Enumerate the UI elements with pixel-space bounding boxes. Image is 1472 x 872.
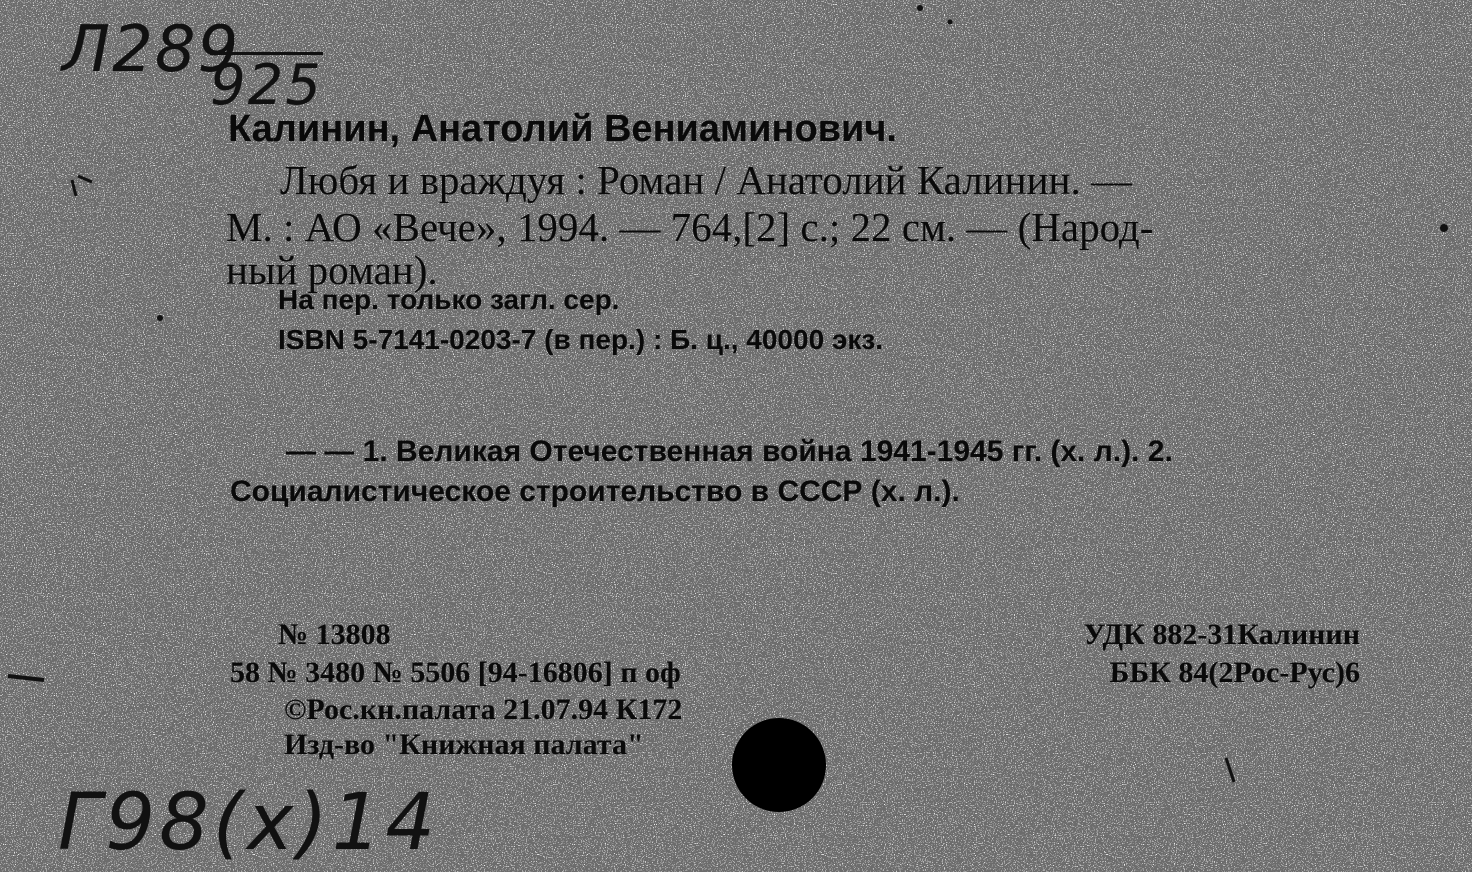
udk-classification: УДК 882-31Калинин	[1083, 618, 1360, 651]
handwritten-call-number-main: Л289	[62, 13, 241, 87]
isbn-line: ISBN 5-7141-0203-7 (в пер.) : Б. ц., 40000 экз.	[278, 324, 884, 355]
publisher-line: Изд-во "Книжная палата"	[284, 728, 644, 761]
subject-headings-line-1: — — 1. Великая Отечественная война 1941-1945 гг. (х. л.). 2.	[286, 435, 1173, 468]
series-line: ный роман).	[226, 247, 438, 293]
bbk-classification: ББК 84(2Рос-Рус)6	[1109, 656, 1360, 689]
handwritten-call-number	[62, 10, 323, 118]
card-punch-hole	[732, 718, 826, 812]
binding-note: На пер. только загл. сер.	[278, 284, 620, 315]
record-number: № 13808	[278, 618, 391, 651]
subject-headings-line-2: Социалистическое строительство в СССР (х. л.).	[230, 475, 960, 508]
copyright-line: ©Рос.кн.палата 21.07.94 К172	[284, 693, 683, 726]
author-heading: Калинин, Анатолий Вениаминович.	[228, 108, 897, 150]
handwritten-call-number-fraction: 925	[210, 53, 323, 118]
title-line: Любя и враждуя : Роман / Анатолий Калинин. —	[280, 157, 1132, 203]
order-line: 58 № 3480 № 5506 [94-16806] п оф	[230, 656, 681, 689]
imprint-line: М. : АО «Вече», 1994. — 764,[2] с.; 22 см. — (Народ-	[226, 204, 1154, 250]
handwritten-shelf-code: Г98(х)14	[58, 778, 439, 868]
